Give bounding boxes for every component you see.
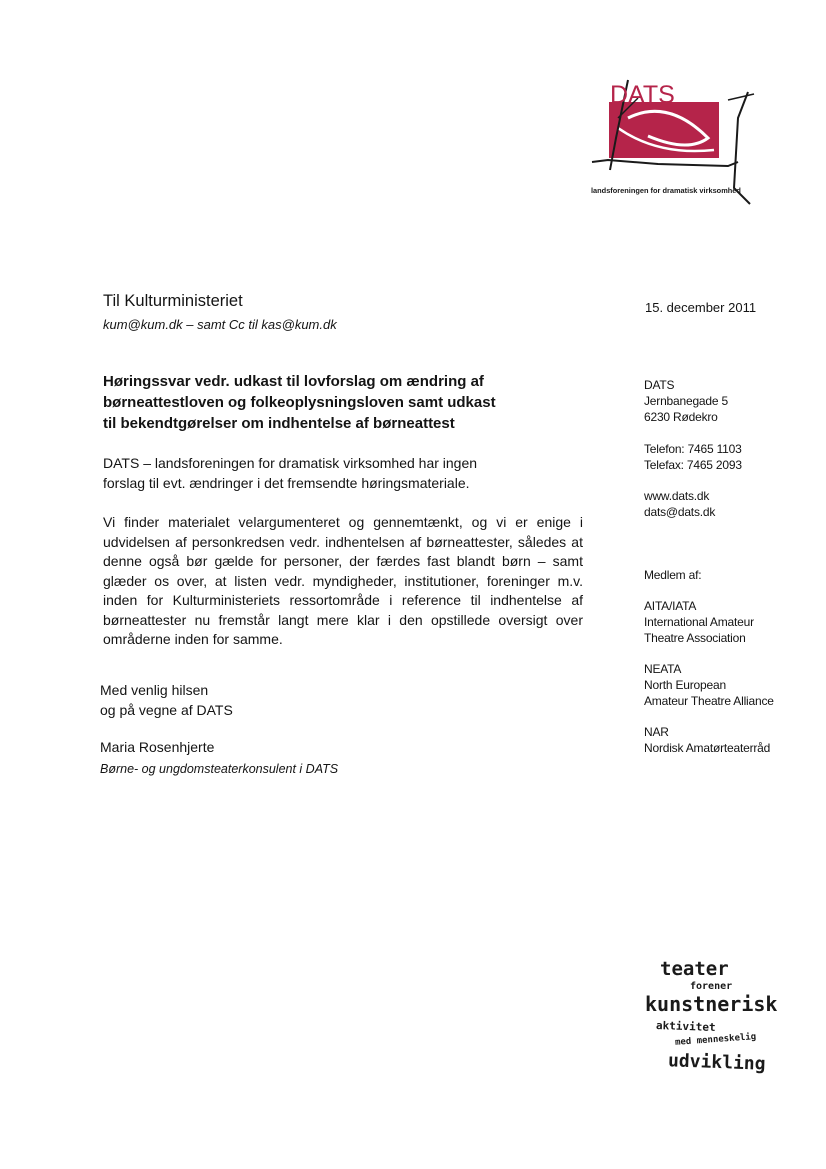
dats-logo-graphic xyxy=(588,78,756,210)
letter-subject: Høringssvar vedr. udkast til lovforslag om ændring af børneattestloven og folkeoplysningsloven samt udkast til bekendtgørelser om indhentelse af børneattest xyxy=(103,373,496,432)
member-heading: Medlem af: xyxy=(644,568,702,582)
recipient: Til Kulturministeriet xyxy=(103,292,243,310)
signer-name: Maria Rosenhjerte xyxy=(100,739,215,755)
slogan-line: forener xyxy=(690,981,733,992)
logo-tagline: landsforeningen for dramatisk virksomhed xyxy=(591,186,741,195)
address-street: Jernbanegade 5 xyxy=(644,394,728,408)
body-paragraph: Vi finder materialet velargumenteret og gennemtænkt, og vi er enige i udvidelsen af personkredsen vedr. indhentelsen af børneattester, således at denne også bør gælde for personer, der færdes fast blandt børn – samt glæder os over, at listen vedr. myndigheder, institutioner, foreninger m.v. inden for Kulturministeriets ressortområde i reference til indhentelse af børneattester nu fremstår langt mere klar i den opstillede oversigt over områderne inden for samme. xyxy=(103,514,583,647)
slogan-line: aktivitet xyxy=(655,1018,716,1035)
email-link[interactable]: dats@dats.dk xyxy=(644,505,716,519)
membership-name: Nordisk Amatørteaterråd xyxy=(644,741,771,755)
website-link[interactable]: www.dats.dk xyxy=(644,489,710,503)
fax-number: Telefax: 7465 2093 xyxy=(644,458,742,472)
signer-title: Børne- og ungdomsteaterkonsulent i DATS xyxy=(100,762,339,776)
membership-abbr: NEATA xyxy=(644,662,682,676)
membership-abbr: NAR xyxy=(644,725,669,739)
slogan-line: med menneskelig xyxy=(674,1032,757,1048)
address-city: 6230 Rødekro xyxy=(644,410,718,424)
closing-on-behalf: og på vegne af DATS xyxy=(100,702,233,718)
membership-name: Theatre Association xyxy=(644,631,746,645)
letter-date: 15. december 2011 xyxy=(645,300,757,315)
slogan-line: udvikling xyxy=(667,1050,766,1075)
closing-greeting: Med venlig hilsen xyxy=(100,682,209,698)
membership-name: North European xyxy=(644,678,726,692)
dats-logo xyxy=(588,78,756,210)
recipient-email: kum@kum.dk – samt Cc til kas@kum.dk xyxy=(103,317,337,332)
body-paragraph: DATS – landsforeningen for dramatisk virksomhed har ingen forslag til evt. ændringer i det fremsendte høringsmateriale. xyxy=(103,455,478,491)
address-name: DATS xyxy=(644,378,675,392)
membership-abbr: AITA/IATA xyxy=(644,599,697,613)
membership-name: International Amateur xyxy=(644,615,754,629)
membership-name: Amateur Theatre Alliance xyxy=(644,694,774,708)
logo-wordmark: DATS xyxy=(610,81,675,109)
phone-number: Telefon: 7465 1103 xyxy=(644,442,742,456)
slogan-line: kunstnerisk xyxy=(645,992,778,1016)
slogan-line: teater xyxy=(660,958,729,980)
